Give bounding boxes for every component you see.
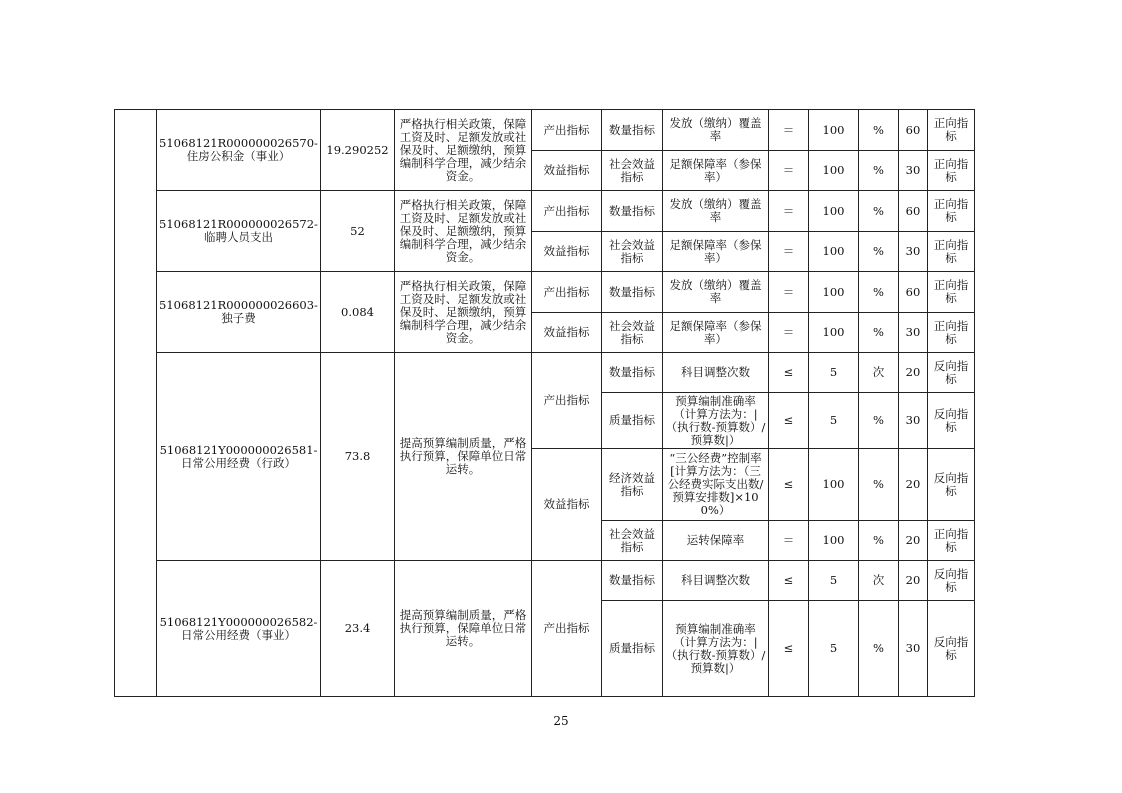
- project-amount: 52: [321, 191, 395, 272]
- level2-indicator: 经济效益指标: [602, 449, 663, 521]
- level2-indicator: 数量指标: [602, 353, 663, 393]
- indicator-name: 科目调整次数: [663, 561, 769, 601]
- indicator-weight: 60: [899, 110, 928, 151]
- level1-indicator: 产出指标: [532, 110, 602, 151]
- project-name: 51068121Y000000026581-日常公用经费（行政）: [157, 353, 321, 561]
- indicator-direction: 反向指标: [928, 601, 975, 697]
- indicator-weight: 30: [899, 601, 928, 697]
- indicator-weight: 20: [899, 521, 928, 561]
- indicator-name: 预算编制准确率（计算方法为：|（执行数-预算数）/预算数|）: [663, 601, 769, 697]
- indicator-value: 100: [809, 191, 859, 232]
- indicator-direction: 正向指标: [928, 151, 975, 191]
- level2-indicator: 数量指标: [602, 272, 663, 313]
- indicator-operator: ＝: [769, 191, 809, 232]
- level2-indicator: 质量指标: [602, 601, 663, 697]
- level2-indicator: 社会效益指标: [602, 232, 663, 272]
- indicator-unit: %: [859, 110, 899, 151]
- indicator-unit: %: [859, 151, 899, 191]
- project-name: 51068121Y000000026582-日常公用经费（事业）: [157, 561, 321, 697]
- indicator-direction: 反向指标: [928, 449, 975, 521]
- indicator-unit: 次: [859, 353, 899, 393]
- unit-cell: [115, 110, 157, 697]
- indicator-direction: 正向指标: [928, 272, 975, 313]
- project-goal: 严格执行相关政策，保障工资及时、足额发放或社保及时、足额缴纳，预算编制科学合理，减少结余资金。: [395, 110, 532, 191]
- indicator-name: 发放（缴纳）覆盖率: [663, 110, 769, 151]
- indicator-name: 足额保障率（参保率）: [663, 313, 769, 353]
- indicator-value: 100: [809, 232, 859, 272]
- level1-indicator: 产出指标: [532, 353, 602, 449]
- indicator-name: 足额保障率（参保率）: [663, 232, 769, 272]
- level1-indicator: 效益指标: [532, 313, 602, 353]
- project-amount: 73.8: [321, 353, 395, 561]
- indicator-direction: 正向指标: [928, 191, 975, 232]
- indicator-operator: ＝: [769, 521, 809, 561]
- indicator-unit: %: [859, 313, 899, 353]
- indicator-value: 5: [809, 601, 859, 697]
- indicator-direction: 正向指标: [928, 521, 975, 561]
- indicator-weight: 60: [899, 191, 928, 232]
- level1-indicator: 产出指标: [532, 272, 602, 313]
- indicator-name: 发放（缴纳）覆盖率: [663, 272, 769, 313]
- indicator-operator: ≤: [769, 353, 809, 393]
- indicator-weight: 30: [899, 393, 928, 449]
- indicator-unit: %: [859, 272, 899, 313]
- indicator-operator: ＝: [769, 151, 809, 191]
- indicator-value: 100: [809, 110, 859, 151]
- project-goal: 严格执行相关政策，保障工资及时、足额发放或社保及时、足额缴纳，预算编制科学合理，减少结余资金。: [395, 272, 532, 353]
- level2-indicator: 数量指标: [602, 191, 663, 232]
- level2-indicator: 数量指标: [602, 561, 663, 601]
- project-amount: 23.4: [321, 561, 395, 697]
- indicator-value: 5: [809, 353, 859, 393]
- indicator-value: 100: [809, 272, 859, 313]
- indicator-operator: ＝: [769, 313, 809, 353]
- indicator-direction: 正向指标: [928, 110, 975, 151]
- table-row: [115, 191, 975, 232]
- level1-indicator: 产出指标: [532, 191, 602, 232]
- project-amount: 0.084: [321, 272, 395, 353]
- level2-indicator: 数量指标: [602, 110, 663, 151]
- indicator-operator: ＝: [769, 110, 809, 151]
- project-amount: 19.290252: [321, 110, 395, 191]
- project-goal: 严格执行相关政策，保障工资及时、足额发放或社保及时、足额缴纳，预算编制科学合理，减少结余资金。: [395, 191, 532, 272]
- level2-indicator: 社会效益指标: [602, 313, 663, 353]
- indicator-name: “三公经费”控制率[计算方法为：（三公经费实际支出数/预算安排数]×100%）: [663, 449, 769, 521]
- table-row: [115, 561, 975, 601]
- project-name: 51068121R000000026572-临聘人员支出: [157, 191, 321, 272]
- indicator-weight: 60: [899, 272, 928, 313]
- project-name: 51068121R000000026570-住房公积金（事业）: [157, 110, 321, 191]
- indicator-unit: %: [859, 191, 899, 232]
- table-row: [115, 110, 975, 151]
- indicator-operator: ＝: [769, 232, 809, 272]
- indicator-weight: 30: [899, 232, 928, 272]
- indicator-value: 5: [809, 561, 859, 601]
- indicator-value: 5: [809, 393, 859, 449]
- indicator-unit: 次: [859, 561, 899, 601]
- indicator-operator: ≤: [769, 601, 809, 697]
- indicator-weight: 30: [899, 313, 928, 353]
- indicator-name: 发放（缴纳）覆盖率: [663, 191, 769, 232]
- level2-indicator: 社会效益指标: [602, 151, 663, 191]
- indicator-name: 科目调整次数: [663, 353, 769, 393]
- indicator-value: 100: [809, 521, 859, 561]
- indicator-direction: 反向指标: [928, 393, 975, 449]
- indicator-operator: ＝: [769, 272, 809, 313]
- project-name: 51068121R000000026603-独子费: [157, 272, 321, 353]
- indicator-weight: 20: [899, 561, 928, 601]
- indicator-weight: 20: [899, 353, 928, 393]
- indicator-unit: %: [859, 449, 899, 521]
- indicator-weight: 20: [899, 449, 928, 521]
- indicator-direction: 正向指标: [928, 313, 975, 353]
- indicator-name: 预算编制准确率（计算方法为：|（执行数-预算数）/预算数|）: [663, 393, 769, 449]
- level2-indicator: 质量指标: [602, 393, 663, 449]
- performance-table: [114, 109, 975, 697]
- indicator-operator: ≤: [769, 561, 809, 601]
- level2-indicator: 社会效益指标: [602, 521, 663, 561]
- indicator-unit: %: [859, 393, 899, 449]
- indicator-value: 100: [809, 313, 859, 353]
- page-number: 25: [553, 714, 569, 728]
- indicator-value: 100: [809, 151, 859, 191]
- level1-indicator: 效益指标: [532, 151, 602, 191]
- indicator-name: 运转保障率: [663, 521, 769, 561]
- table-row: [115, 353, 975, 393]
- table-row: [115, 272, 975, 313]
- indicator-operator: ≤: [769, 449, 809, 521]
- level1-indicator: 效益指标: [532, 449, 602, 561]
- level1-indicator: 产出指标: [532, 561, 602, 697]
- level1-indicator: 效益指标: [532, 232, 602, 272]
- indicator-unit: %: [859, 232, 899, 272]
- indicator-weight: 30: [899, 151, 928, 191]
- indicator-operator: ≤: [769, 393, 809, 449]
- project-goal: 提高预算编制质量，严格执行预算，保障单位日常运转。: [395, 561, 532, 697]
- indicator-direction: 反向指标: [928, 561, 975, 601]
- project-goal: 提高预算编制质量，严格执行预算，保障单位日常运转。: [395, 353, 532, 561]
- indicator-unit: %: [859, 521, 899, 561]
- indicator-direction: 正向指标: [928, 232, 975, 272]
- indicator-name: 足额保障率（参保率）: [663, 151, 769, 191]
- indicator-value: 100: [809, 449, 859, 521]
- indicator-unit: %: [859, 601, 899, 697]
- indicator-direction: 反向指标: [928, 353, 975, 393]
